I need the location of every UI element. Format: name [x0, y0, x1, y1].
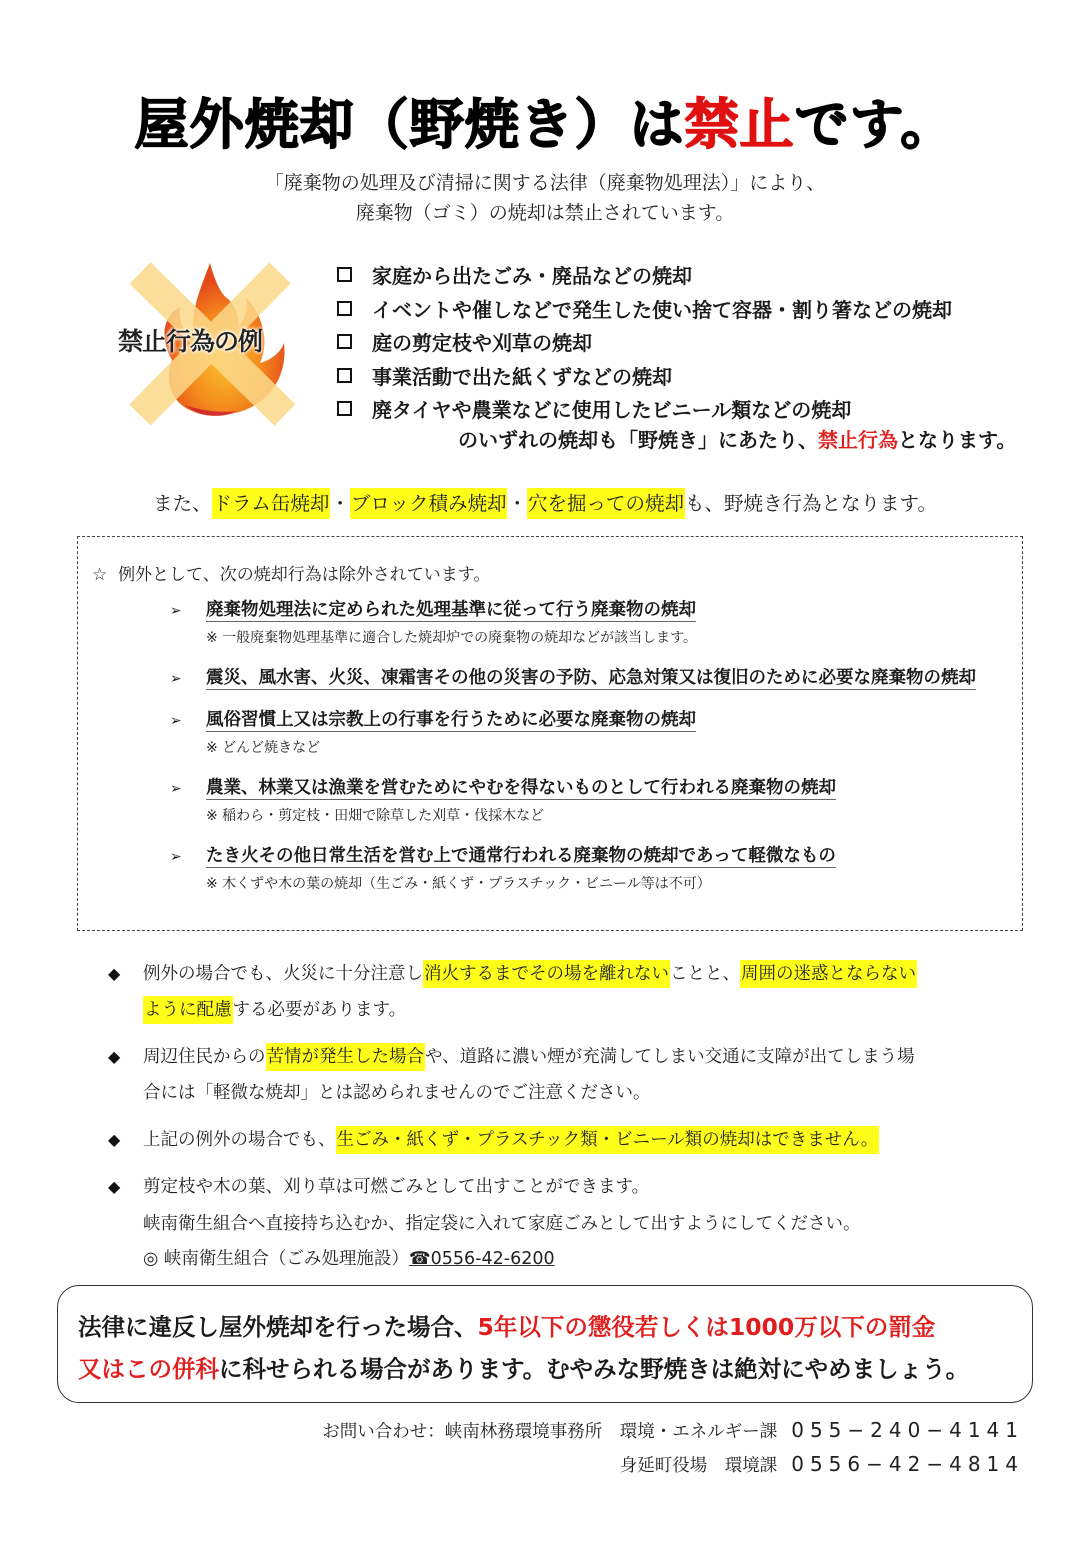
list-item: イベントや催しなどで発生した使い捨て容器・割り箸などの焼却	[337, 292, 1037, 326]
arrow-bullet-icon: ➢	[170, 780, 182, 797]
contact-line-1: お問い合わせ：峡南林務環境事務所 環境・エネルギー課 055−240−4141	[322, 1418, 1024, 1442]
arrow-bullet-icon: ➢	[170, 670, 182, 687]
exception-note: ※ どんど焼きなど	[206, 740, 321, 756]
note-bullet-2-cont: 合には「軽微な焼却」とは認められませんのでご注意ください。	[143, 1083, 651, 1103]
highlight-block-burning: ブロック積み焼却	[350, 488, 508, 519]
list-item: 事業活動で出た紙くずなどの焼却	[337, 359, 1037, 393]
intro-line-2: 廃棄物（ゴミ）の焼却は禁止されています。	[355, 202, 735, 224]
contact-line-2: 身延町役場 環境課 0556−42−4814	[619, 1452, 1024, 1476]
page-title	[0, 82, 1090, 159]
title-part1: 屋外焼却（野焼き）は	[134, 93, 685, 156]
exception-item: ➢ たき火その他日常生活を営む上で通常行われる廃棄物の焼却であって軽微なもの	[170, 846, 836, 866]
intro-line-1: 「廃棄物の処理及び清掃に関する法律（廃棄物処理法）」により、	[264, 172, 826, 194]
note-bullet-2: ◆ 周辺住民からの苦情が発生した場合や、道路に濃い煙が充満してしまい交通に支障が出てしまう場	[108, 1043, 915, 1068]
list-item: 廃タイヤや農業などに使用したビニール類などの焼却	[337, 392, 1037, 426]
note-bullet-4-cont: 峡南衛生組合へ直接持ち込むか、指定袋に入れて家庭ごみとして出すようにしてください。	[143, 1214, 861, 1234]
highlight-pit-burning: 穴を掘っての焼却	[527, 488, 685, 519]
list-item: 庭の剪定枝や刈草の焼却	[337, 325, 1037, 359]
also-prohibited-line: また、ドラム缶焼却・ブロック積み焼却・穴を掘っての焼却も、野焼き行為となります。	[0, 488, 1090, 516]
exceptions-heading: ☆ 例外として、次の焼却行為は除外されています。	[92, 565, 491, 585]
star-icon: ☆	[92, 565, 108, 585]
checkbox-icon	[337, 334, 352, 349]
phone-icon: ☎	[408, 1249, 431, 1269]
exception-item: ➢ 廃棄物処理法に定められた処理基準に従って行う廃棄物の焼却	[170, 600, 696, 620]
title-part2: です。	[794, 93, 956, 156]
exception-item: ➢ 震災、風水害、火災、凍霜害その他の災害の予防、応急対策又は復旧のために必要な廃棄物の焼却	[170, 668, 976, 688]
note-bullet-1: ◆ 例外の場合でも、火災に十分注意し消火するまでその場を離れないことと、周囲の迷惑とならない	[108, 960, 917, 985]
note-bullet-1-cont: ように配慮する必要があります。	[143, 996, 406, 1021]
intro-text	[0, 168, 1090, 228]
checkbox-icon	[337, 301, 352, 316]
prohibited-list	[337, 258, 1037, 426]
prohibited-examples-label: 禁止行為の例	[118, 327, 263, 356]
arrow-bullet-icon: ➢	[170, 712, 182, 729]
diamond-bullet-icon: ◆	[108, 1047, 121, 1066]
penalty-warning-box	[57, 1285, 1033, 1403]
exception-item: ➢ 風俗習慣上又は宗教上の行事を行うために必要な廃棄物の焼却	[170, 710, 696, 730]
penalty-line-2: 又はこの併科に科せられる場合があります。むやみな野焼きは絶対にやめましょう。	[78, 1355, 970, 1383]
diamond-bullet-icon: ◆	[108, 1177, 121, 1196]
prohibited-act-emphasis: 禁止行為	[818, 428, 898, 452]
contact-phone-1[interactable]: 055−240−4141	[791, 1418, 1024, 1442]
arrow-bullet-icon: ➢	[170, 602, 182, 619]
penalty-emphasis: 5年以下の懲役若しくは1000万以下の罰金	[477, 1313, 936, 1341]
title-prohibited: 禁止	[684, 93, 795, 156]
exception-note: ※ 一般廃棄物処理基準に適合した焼却炉での廃棄物の焼却などが該当します。	[206, 630, 698, 646]
exception-note: ※ 稲わら・剪定枝・田畑で除草した刈草・伐採木など	[206, 808, 545, 824]
checkbox-icon	[337, 401, 352, 416]
list-item: 家庭から出たごみ・廃品などの焼却	[337, 258, 1037, 292]
diamond-bullet-icon: ◆	[108, 964, 121, 983]
diamond-bullet-icon: ◆	[108, 1130, 121, 1149]
facility-contact: ◎ 峡南衛生組合（ごみ処理施設）☎0556-42-6200	[143, 1249, 555, 1269]
exception-item: ➢ 農業、林業又は漁業を営むためにやむを得ないものとして行われる廃棄物の焼却	[170, 778, 836, 798]
facility-phone-link[interactable]: ☎0556-42-6200	[408, 1249, 555, 1269]
checkbox-icon	[337, 267, 352, 282]
penalty-line-1: 法律に違反し屋外焼却を行った場合、5年以下の懲役若しくは1000万以下の罰金	[78, 1313, 936, 1341]
highlight-drum-burning: ドラム缶焼却	[212, 488, 331, 519]
penalty-emphasis-2: 又はこの併科	[78, 1355, 219, 1383]
exception-note: ※ 木くずや木の葉の焼却（生ごみ・紙くず・プラスチック・ビニール等は不可）	[206, 876, 711, 892]
note-bullet-4: ◆ 剪定枝や木の葉、刈り草は可燃ごみとして出すことができます。	[108, 1177, 650, 1197]
prohibited-conclusion: のいずれの焼却も「野焼き」にあたり、禁止行為となります。	[458, 428, 1017, 452]
arrow-bullet-icon: ➢	[170, 848, 182, 865]
contact-phone-2[interactable]: 0556−42−4814	[791, 1452, 1024, 1476]
checkbox-icon	[337, 368, 352, 383]
note-bullet-3: ◆ 上記の例外の場合でも、生ごみ・紙くず・プラスチック類・ビニール類の焼却はできません。	[108, 1126, 879, 1151]
